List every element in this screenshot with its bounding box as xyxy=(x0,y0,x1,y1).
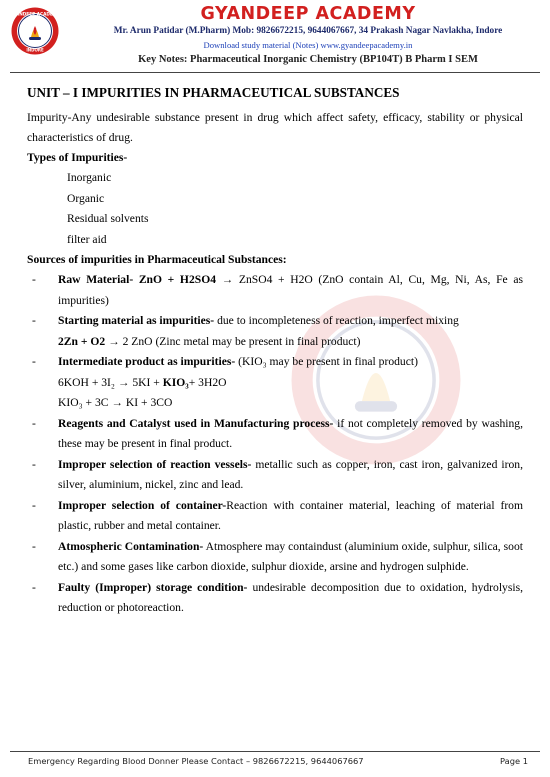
storage-label: Faulty (Improper) storage condition- xyxy=(58,580,248,594)
notes-title: Key Notes: Pharmaceutical Inorganic Chemistry (BP104T) B Pharm I SEM xyxy=(138,54,478,65)
container-label: Improper selection of container- xyxy=(58,498,227,512)
atmospheric-text: Atmosphere may containdust (aluminium oxide, sulphur, silica, soot etc.) and some gases like carbon dioxide, sulphur dioxide, arsine and hydrogen sulphide. xyxy=(58,539,523,573)
type-item-inorganic: Inorganic xyxy=(67,171,112,184)
source-storage-condition xyxy=(27,578,523,619)
logo-text-bottom: INDORE xyxy=(26,47,44,53)
intermediate-label: Intermediate product as impurities- xyxy=(58,355,236,368)
type-item-filter-aid: filter aid xyxy=(67,232,107,246)
types-list xyxy=(27,168,523,250)
starting-material-text: due to incompleteness of reaction, imperfect mixing xyxy=(214,314,459,327)
header-divider xyxy=(10,72,540,73)
starting-material-equation xyxy=(58,332,523,353)
starting-equation-reactants: 2Zn + O2 xyxy=(58,334,106,348)
source-container xyxy=(27,496,523,537)
vessels-text: metallic such as copper, iron, cast iron, galvanized iron, silver, aluminium, nickel, zinc and lead. xyxy=(58,457,523,491)
intermediate-equation-2: KIO₃ + 3C → KI + 3CO xyxy=(58,396,173,409)
starting-equation-products: → 2 ZnO (Zinc metal may be present in final product) xyxy=(105,334,361,348)
reagents-text: if not completely removed by washing, these may be present in final product. xyxy=(58,416,523,450)
intermediate-equation-1 xyxy=(58,373,523,394)
storage-text: undesirable decomposition due to oxidation, hydrolysis, reduction or photoreaction. xyxy=(58,580,523,614)
source-starting-material xyxy=(27,311,523,352)
sources-heading: Sources of impurities in Pharmaceutical Substances: xyxy=(27,253,287,266)
source-reaction-vessels xyxy=(27,455,523,496)
academy-logo xyxy=(10,6,60,56)
logo-text-top: GYANDEEP ACADEMY xyxy=(10,12,60,18)
atmospheric-label: Atmospheric Contamination- xyxy=(58,539,204,553)
container-text: Reaction with container material, leaching of material from plastic, rubber and metal container. xyxy=(58,498,523,532)
types-heading: Types of Impurities- xyxy=(27,151,128,164)
vessels-label: Improper selection of reaction vessels- xyxy=(58,457,252,471)
unit-title: UNIT – I IMPURITIES IN PHARMACEUTICAL SUBSTANCES xyxy=(27,85,400,100)
download-line: Download study material (Notes) www.gyandeepacademy.in xyxy=(203,40,413,50)
sources-list xyxy=(27,270,523,619)
source-atmospheric xyxy=(27,537,523,578)
page-number: Page 1 xyxy=(499,756,528,766)
type-item-organic: Organic xyxy=(67,191,105,205)
type-item-residual-solvents: Residual solvents xyxy=(67,212,149,225)
footer-emergency-contact: Emergency Regarding Blood Donner Please Contact – 9826672215, 9644067667 xyxy=(28,756,364,766)
equation-1-part-b: KIO₃ xyxy=(162,375,189,389)
footer-divider xyxy=(10,751,540,752)
reagents-label: Reagents and Catalyst used in Manufacturing process- xyxy=(58,416,334,430)
raw-material-text: → ZnSO4 + H2O (ZnO contain Al, Cu, Mg, Ni, As, Fe as impurities) xyxy=(58,273,523,307)
contact-line: Mr. Arun Patidar (M.Pharm) Mob: 9826672215, 9644067667, 34 Prakash Nagar Navlakha, Indore xyxy=(113,26,503,36)
raw-material-label: Raw Material- ZnO + H2SO4 xyxy=(58,273,217,286)
equation-1-part-c: + 3H2O xyxy=(188,375,227,389)
source-reagents-catalyst xyxy=(27,414,523,455)
equation-1-part-a: 6KOH + 3I₂ → 5KI + xyxy=(58,375,163,389)
source-raw-material xyxy=(27,270,523,311)
notes-content xyxy=(27,85,523,619)
intermediate-text: (KIO₃ may be present in final product) xyxy=(238,355,418,368)
source-intermediate-product xyxy=(27,352,523,414)
impurity-definition: Impurity-Any undesirable substance present in drug which affect safety, efficacy, stability or physical characteristics of drug. xyxy=(27,111,523,144)
starting-material-label: Starting material as impurities- xyxy=(58,314,215,327)
academy-name: GYANDEEP ACADEMY xyxy=(200,4,416,24)
